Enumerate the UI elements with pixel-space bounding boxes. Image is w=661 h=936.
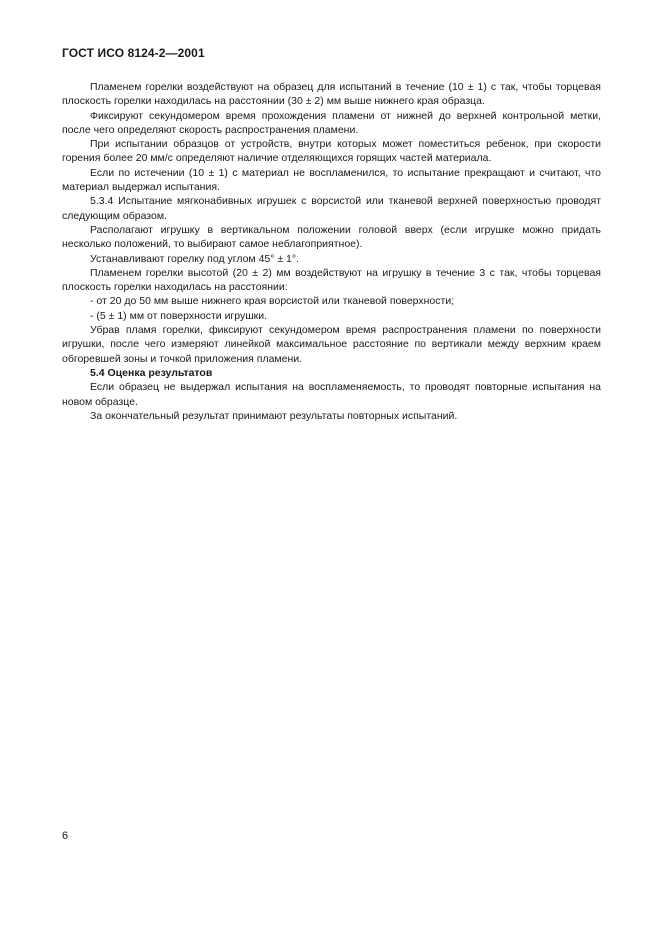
paragraph: Если по истечении (10 ± 1) с материал не воспламенился, то испытание прекращают и считают, что материал выдержал испытания. (62, 166, 601, 194)
paragraph: Убрав пламя горелки, фиксируют секундомером время распространения пламени по поверхности игрушки, после чего измеряют линейкой максимальное расстояние по вертикали между верхним краем обгоревшей зоны и точкой приложения пламени. (62, 324, 601, 365)
paragraph: Устанавливают горелку под углом 45° ± 1°. (90, 252, 300, 265)
list-item: - от 20 до 50 мм выше нижнего края ворсистой или тканевой поверхности; (90, 295, 455, 308)
section-heading-5-4: 5.4 Оценка результатов (90, 366, 213, 379)
paragraph: Если образец не выдержал испытания на воспламеняемость, то проводят повторные испытания на новом образце. (62, 381, 601, 408)
paragraph: Фиксируют секундомером время прохождения пламени от нижней до верхней контрольной метки, после чего определяют скорость распространения пламени. (62, 109, 601, 136)
paragraph: За окончательный результат принимают результаты повторных испытаний. (90, 409, 458, 422)
paragraph: При испытании образцов от устройств, внутри которых может поместиться ребенок, при скорости горения более 20 мм/с определяют наличие отделяющихся горящих частей материала. (62, 138, 601, 165)
page-number: 6 (62, 830, 69, 842)
section-5-3-4: 5.3.4 Испытание мягконабивных игрушек с ворсистой или тканевой верхней поверхностью проводят следующим образом. (62, 195, 601, 222)
paragraph: Располагают игрушку в вертикальном положении головой вверх (если игрушке можно придать несколько положений, то выбирают самое неблагоприятное). (62, 223, 601, 251)
document-body (62, 80, 601, 423)
paragraph: Пламенем горелки воздействуют на образец для испытаний в течение (10 ± 1) с так, чтобы торцевая плоскость горелки находилась на расстоянии (30 ± 2) мм выше нижнего края образца. (62, 81, 601, 108)
paragraph: Пламенем горелки высотой (20 ± 2) мм воздействуют на игрушку в течение 3 с так, чтобы торцевая плоскость горелки находилась на расстоянии: (62, 266, 601, 294)
document-header: ГОСТ ИСО 8124-2—2001 (62, 46, 205, 60)
list-item: - (5 ± 1) мм от поверхности игрушки. (90, 309, 268, 322)
